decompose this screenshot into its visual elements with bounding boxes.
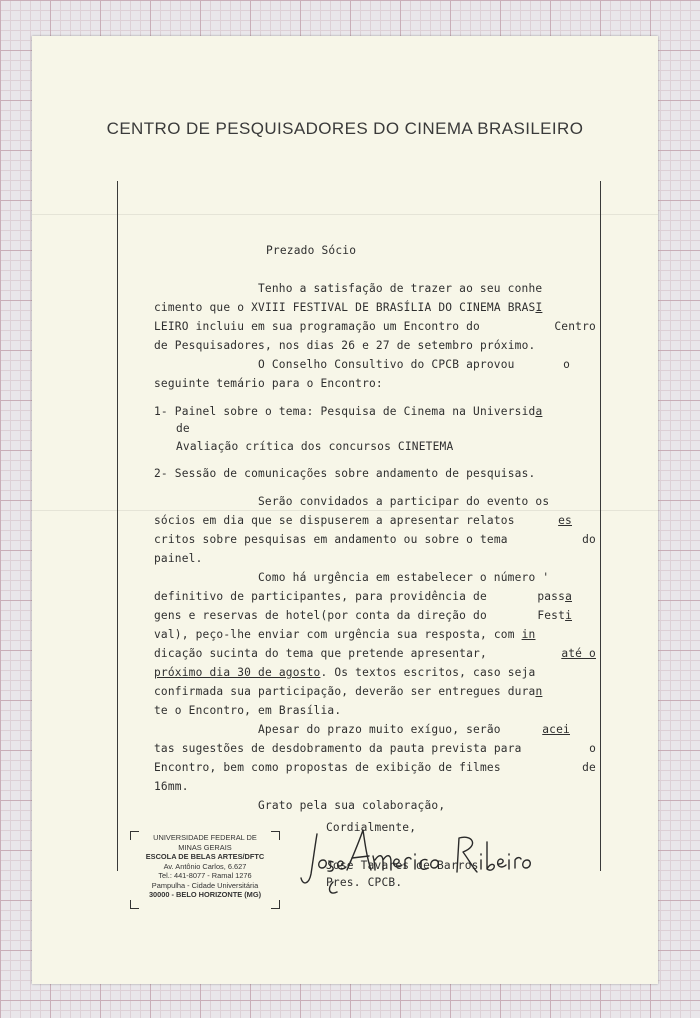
body-line: te o Encontro, em Brasília. bbox=[154, 704, 342, 717]
body-line: próximo dia 30 de agosto. Os textos escritos, caso seja bbox=[154, 666, 536, 679]
body-line: de Pesquisadores, nos dias 26 e 27 de setembro próximo. bbox=[154, 339, 536, 352]
body-line: painel. bbox=[154, 552, 203, 565]
body-line: LEIRO incluiu em sua programação um Encontro do Centro bbox=[154, 320, 596, 333]
letter-sheet bbox=[32, 36, 658, 984]
body-line: Serão convidados a participar do evento os bbox=[258, 495, 550, 508]
letterhead: CENTRO DE PESQUISADORES DO CINEMA BRASILEIRO bbox=[106, 119, 584, 138]
stamp-line: Av. Antônio Carlos, 6.627 bbox=[163, 861, 247, 871]
stamp-corner bbox=[271, 900, 280, 909]
stamp-line: 30000 - BELO HORIZONTE (MG) bbox=[148, 890, 262, 899]
stamp-corner bbox=[130, 831, 139, 840]
stamp-corner bbox=[271, 831, 280, 840]
body-line: Tenho a satisfação de trazer ao seu conhe bbox=[258, 282, 543, 295]
stamp-line: MINAS GERAIS bbox=[178, 842, 232, 852]
body-line: 16mm. bbox=[154, 780, 189, 793]
body-line: dicação sucinta do tema que pretende apresentar, até o bbox=[154, 647, 596, 660]
agenda-item-1-cont: de bbox=[176, 422, 190, 435]
stamp-corner bbox=[130, 900, 139, 909]
institution-stamp bbox=[130, 831, 280, 909]
body-line: critos sobre pesquisas em andamento ou sobre o tema do bbox=[154, 533, 596, 546]
right-margin-line bbox=[600, 181, 601, 871]
stamp-line: Pampulha - Cidade Universitária bbox=[151, 880, 259, 890]
body-line: gens e reservas de hotel(por conta da direção do Festi bbox=[154, 609, 572, 622]
signatory-title: Pres. CPCB. bbox=[326, 876, 403, 889]
signatory-name: José Tavares de Barros bbox=[326, 859, 479, 872]
body-line: Encontro, bem como propostas de exibição de filmes de bbox=[154, 761, 596, 774]
left-margin-line bbox=[117, 181, 118, 871]
body-line: sócios em dia que se dispuserem a apresentar relatos es bbox=[154, 514, 572, 527]
body-line: definitivo de participantes, para providência de passa bbox=[154, 590, 572, 603]
body-line: confirmada sua participação, deverão ser entregues duran bbox=[154, 685, 543, 698]
agenda-item-2: 2- Sessão de comunicações sobre andamento de pesquisas. bbox=[154, 467, 536, 480]
agenda-item-1: 1- Painel sobre o tema: Pesquisa de Cinema na Universida bbox=[154, 405, 543, 418]
stamp-line: ESCOLA DE BELAS ARTES/DFTC bbox=[145, 852, 265, 861]
body-line: cimento que o XVIII FESTIVAL DE BRASÍLIA DO CINEMA BRASI bbox=[154, 301, 543, 314]
body-line: Como há urgência em estabelecer o número ' bbox=[258, 571, 550, 584]
body-line: seguinte temário para o Encontro: bbox=[154, 377, 383, 390]
stamp-line: UNIVERSIDADE FEDERAL DE bbox=[153, 833, 257, 842]
body-line: tas sugestões de desdobramento da pauta prevista para o bbox=[154, 742, 596, 755]
closing-regards: Cordialmente, bbox=[326, 821, 417, 834]
body-line: Apesar do prazo muito exíguo, serão acei bbox=[258, 723, 570, 736]
body-line: val), peço-lhe enviar com urgência sua resposta, com in bbox=[154, 628, 536, 641]
stamp-line: Tel.: 441-8077 - Ramal 1276 bbox=[158, 871, 252, 880]
closing-thanks: Grato pela sua colaboração, bbox=[258, 799, 446, 812]
fold-line-upper bbox=[32, 214, 658, 215]
fold-line-middle bbox=[32, 510, 658, 511]
handwritten-signature bbox=[297, 816, 537, 896]
agenda-item-1-sub: Avaliação crítica dos concursos CINETEMA bbox=[176, 440, 454, 453]
salutation: Prezado Sócio bbox=[266, 244, 357, 257]
body-line: O Conselho Consultivo do CPCB aprovou o bbox=[258, 358, 570, 371]
